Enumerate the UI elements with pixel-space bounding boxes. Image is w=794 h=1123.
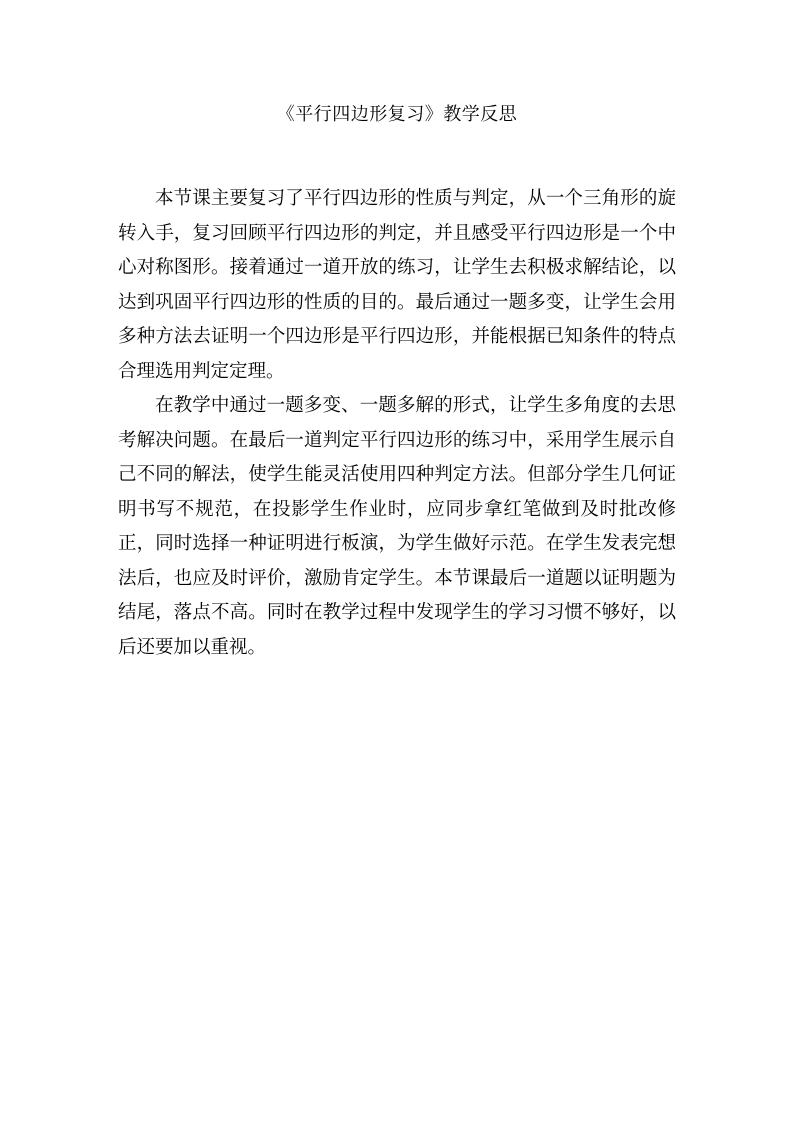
paragraph-1: 本节课主要复习了平行四边形的性质与判定，从一个三角形的旋转入手，复习回顾平行四边形的判定，并且感受平行四边形是一个中心对称图形。接着通过一道开放的练习，让学生去积极求解结论，以达到巩固平行四边形的性质的目的。最后通过一题多变，让学生会用多种方法去证明一个四边形是平行四边形，并能根据已知条件的特点合理选用判定定理。 (118, 188, 676, 382)
document-title: 《平行四边形复习》教学反思 (276, 104, 518, 125)
document-body (118, 182, 676, 665)
paragraph-2: 在教学中通过一题多变、一题多解的形式，让学生多角度的去思考解决问题。在最后一道判定平行四边形的练习中，采用学生展示自己不同的解法，使学生能灵活使用四种判定方法。但部分学生几何证明书写不规范，在投影学生作业时，应同步拿红笔做到及时批改修正，同时选择一种证明进行板演，为学生做好示范。在学生发表完想法后，也应及时评价，激励肯定学生。本节课最后一道题以证明题为结尾，落点不高。同时在教学过程中发现学生的学习习惯不够好，以后还要加以重视。 (118, 395, 676, 658)
